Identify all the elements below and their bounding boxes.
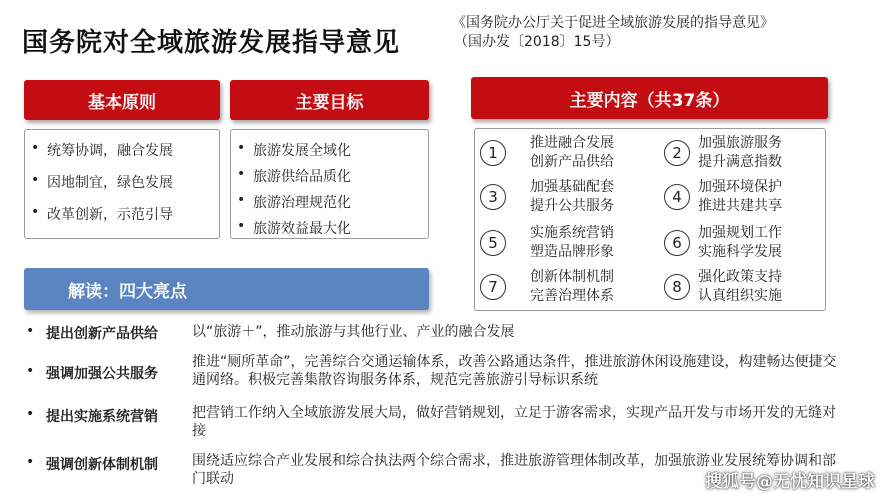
highlight-row-3 [26, 404, 876, 440]
number-circle: 6 [664, 230, 690, 256]
highlight-label: 提出实施系统营销 [46, 409, 158, 425]
number-circle: 2 [664, 140, 690, 166]
highlight-desc: 围绕适应综合产业发展和综合执法两个综合需求，推进旅游管理体制改革，加强旅游业发展统筹协调和部门联动 [192, 453, 836, 487]
watermark: 搜狐号@无忧知识星球 [705, 472, 875, 492]
goals-list [231, 130, 428, 238]
principle-item: • 统筹协调，融合发展 [25, 140, 219, 160]
highlight-desc: 以“旅游＋”，推动旅游与其他行业、产业的融合发展 [192, 324, 515, 340]
goal-item: • 旅游发展全域化 [231, 140, 428, 160]
source-line-2: （国办发〔2018〕15号） [454, 34, 620, 50]
goal-item: • 旅游治理规范化 [231, 192, 428, 212]
content-line-2: 实施科学发展 [698, 244, 782, 260]
highlights-header: 解读：四大亮点 [24, 268, 429, 310]
content-line-2: 提升公共服务 [530, 198, 614, 214]
highlight-row-2 [26, 353, 876, 389]
highlight-label: 强调创新体制机制 [46, 457, 158, 473]
highlight-desc: 把营销工作纳入全域旅游发展大局，做好营销规划，立足于游客需求，实现产品开发与市场开发的无缝对接 [192, 405, 836, 439]
contents-header: 主要内容（共37条） [471, 77, 828, 119]
number-circle: 4 [664, 184, 690, 210]
content-item-8 [664, 268, 782, 306]
principles-box [24, 129, 220, 239]
content-line-1: 加强基础配套 [530, 179, 614, 195]
content-line-2: 推进共建共享 [698, 198, 782, 214]
bullet-marker: • [26, 323, 35, 339]
content-item-4 [664, 178, 782, 216]
number-circle: 1 [480, 140, 506, 166]
content-line-1: 强化政策支持 [698, 269, 782, 285]
principles-header: 基本原则 [24, 80, 220, 120]
bullet-marker: • [26, 454, 35, 470]
source-citation [452, 14, 774, 52]
content-line-1: 加强旅游服务 [698, 135, 782, 151]
content-item-5 [480, 224, 614, 262]
highlight-desc: 推进“厕所革命”，完善综合交通运输体系，改善公路通达条件，推进旅游休闲设施建设，构建畅达便捷交通网络。积极完善集散咨询服务体系，规范完善旅游引导标识系统 [192, 354, 837, 388]
number-circle: 8 [664, 274, 690, 300]
bullet-marker: • [26, 406, 35, 422]
goal-item: • 旅游供给品质化 [231, 166, 428, 186]
content-line-2: 提升满意指数 [698, 154, 782, 170]
content-line-2: 塑造品牌形象 [530, 244, 614, 260]
content-line-2: 完善治理体系 [530, 288, 614, 304]
content-item-1 [480, 134, 614, 172]
principle-item: • 改革创新，示范引导 [25, 204, 219, 224]
content-line-1: 推进融合发展 [530, 135, 614, 151]
goals-header: 主要目标 [230, 80, 429, 120]
goal-item: • 旅游效益最大化 [231, 218, 428, 238]
content-item-2 [664, 134, 782, 172]
content-line-1: 创新体制机制 [530, 269, 614, 285]
principle-item: • 因地制宜，绿色发展 [25, 172, 219, 192]
highlight-row-1 [26, 323, 876, 343]
bullet-marker: • [26, 363, 35, 379]
content-line-1: 加强规划工作 [698, 225, 782, 241]
content-item-6 [664, 224, 782, 262]
source-line-1: 《国务院办公厅关于促进全域旅游发展的指导意见》 [452, 15, 774, 31]
number-circle: 7 [480, 274, 506, 300]
highlight-label: 强调加强公共服务 [46, 366, 158, 382]
goals-box [230, 129, 429, 239]
page-title: 国务院对全域旅游发展指导意见 [22, 28, 401, 58]
principles-list [25, 130, 219, 224]
content-line-2: 认真组织实施 [698, 288, 782, 304]
content-line-2: 创新产品供给 [530, 154, 614, 170]
highlight-label: 提出创新产品供给 [46, 326, 158, 342]
content-item-7 [480, 268, 614, 306]
number-circle: 3 [480, 184, 506, 210]
content-line-1: 实施系统营销 [530, 225, 614, 241]
content-item-3 [480, 178, 614, 216]
content-line-1: 加强环境保护 [698, 179, 782, 195]
number-circle: 5 [480, 230, 506, 256]
